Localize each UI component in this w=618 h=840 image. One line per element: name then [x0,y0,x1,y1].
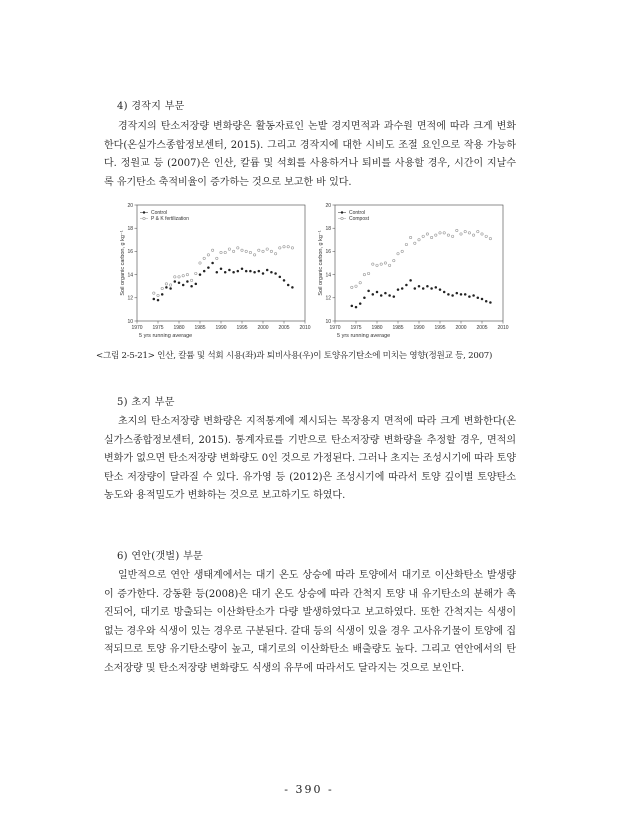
data-point [447,293,450,296]
data-point [228,269,231,272]
data-point [435,286,438,289]
x-tick-label: 1985 [392,325,404,331]
data-point [380,294,383,297]
y-tick-label: 12 [127,295,133,302]
x-tick-label: 2000 [455,325,467,331]
data-point [245,270,248,273]
data-point [393,295,396,298]
legend-label: Control [151,210,168,216]
x-tick-label: 2010 [299,325,311,331]
section-heading-coastal: 6) 연안(갯벌) 부문 [117,551,203,562]
data-point [363,297,366,300]
chart-left-svg [117,200,317,345]
data-point [241,268,244,271]
data-point [283,279,286,282]
data-point [161,293,164,296]
x-tick-label: 2005 [476,325,488,331]
data-point [291,286,294,289]
y-tick-label: 16 [325,249,331,256]
data-point [287,284,290,287]
legend-marker [143,211,145,213]
data-point [481,298,484,301]
data-point [430,287,433,290]
data-point [186,280,189,283]
y-tick-label: 10 [127,318,133,325]
x-tick-label: 1985 [194,325,206,331]
y-tick-label: 18 [127,226,133,232]
data-point [414,287,417,290]
x-tick-label: 2000 [257,325,269,331]
data-point [270,271,273,274]
y-tick-label: 18 [325,226,331,232]
data-point [388,294,391,297]
x-tick-label: 2010 [497,325,509,331]
x-tick-label: 1970 [329,325,341,331]
data-point [190,285,193,288]
data-point [472,294,475,297]
chart-left-pk-fertilization [117,200,317,345]
legend-marker [341,217,343,219]
data-point [274,272,277,275]
data-point [220,268,223,271]
data-point [199,273,202,276]
data-point [418,285,421,288]
data-point [157,299,160,302]
x-tick-label: 1990 [413,325,425,331]
data-point [207,266,210,269]
data-point [355,306,358,309]
legend-label: Control [349,210,366,216]
data-point [266,269,269,272]
page-number: - 390 - [284,783,334,796]
x-tick-label: 1975 [152,325,164,331]
x-axis-title: 5 yrs running average [337,333,391,339]
x-tick-label: 1980 [173,325,185,331]
paragraph-text: 경작지의 탄소저장량 변화량은 활동자료인 논밭 경지면적과 과수원 면적에 따라 크게 변화한다(온실가스종합정보센터, 2015). 그리고 경작지에 대한 시비도 조절 요인으로 작용 가능하다. 정원교 등 (2007)은 인산, 칼륨 및 석회를 사용하거나 퇴비를 사용할 경우, 시간이 지날수록 유기탄소 축적비율이 증가하는 것으로 보고한 바 있다. [104,121,516,188]
data-point [477,297,480,300]
data-point [464,293,467,296]
data-point [237,270,240,273]
data-point [451,294,454,297]
y-tick-label: 12 [325,295,331,302]
x-tick-label: 1990 [215,325,227,331]
legend-label: P & K fertilization [151,216,189,222]
data-point [405,284,408,287]
y-tick-label: 20 [127,202,133,209]
y-axis-title: Soil organic carbon, g kg⁻¹ [318,230,324,296]
section-paragraph-cropland [104,118,516,192]
data-point [468,295,471,298]
data-point [401,287,404,290]
y-tick-label: 10 [325,318,331,325]
data-point [279,276,282,279]
data-point [262,272,265,275]
data-point [153,298,156,301]
data-point [443,291,446,294]
data-point [409,279,412,282]
data-point [232,271,235,274]
chart-right-svg [315,200,515,345]
x-tick-label: 1995 [434,325,446,331]
x-tick-label: 1975 [350,325,362,331]
data-point [178,281,181,284]
data-point [485,300,488,303]
x-tick-label: 1995 [236,325,248,331]
data-point [253,271,256,274]
data-point [216,271,219,274]
x-axis-title: 5 yrs running average [139,333,193,339]
data-point [439,288,442,291]
legend-marker [143,217,145,219]
y-tick-label: 16 [127,249,133,256]
paragraph-text: 일반적으로 연안 생태계에서는 대기 온도 상승에 따라 토양에서 대기로 이산화탄소 발생량이 증가한다. 강동환 등(2008)은 대기 온도 상승에 따라 간척지 토양 내 유기탄소의 분해가 촉진되어, 대기로 방출되는 이산화탄소가 다량 발생하였다고 보고하였다. 또한 간척지는 식생이 없는 경우와 식생이 있는 경우로 구분된다. 갈대 등의 식생이 있을 경우 고사유기물이 토양에 집적되므로 토양 유기탄소량이 높고, 대기로의 이산화탄소 배출량도 높다. 그리고 연안에서의 탄소저장량 및 탄소저장량 변화량도 식생의 유무에 따라서도 달라지는 것으로 보인다. [104,570,516,674]
section-heading-cropland: 4) 경작지 부문 [117,101,185,112]
y-tick-label: 14 [127,272,133,279]
data-point [426,285,429,288]
data-point [372,293,375,296]
section-paragraph-coastal [104,567,516,679]
data-point [174,280,177,283]
data-point [367,290,370,293]
x-tick-label: 2005 [278,325,290,331]
x-tick-label: 1980 [371,325,383,331]
legend-marker [341,211,343,213]
section-heading-grassland: 5) 초지 부문 [117,397,175,408]
data-point [195,283,198,286]
data-point [422,287,425,290]
data-point [489,301,492,304]
data-point [384,292,387,295]
data-point [258,270,261,273]
data-point [351,305,354,308]
legend-label: Compost [349,216,370,222]
plot-area [137,205,305,321]
data-point [211,262,214,265]
data-point [165,286,168,289]
data-point [397,288,400,291]
data-point [169,287,172,290]
y-tick-label: 20 [325,202,331,209]
paragraph-text: 초지의 탄소저장량 변화량은 지적통계에 제시되는 목장용지 면적에 따라 크게 변화한다(온실가스종합정보센터, 2015). 통계자료를 기반으로 탄소저장량 변화량을 추정할 경우, 면적의 변화가 없으면 탄소저장량 변화량도 0인 것으로 가정된다. 그러나 초지는 조성시기에 따라 토양탄소 저장량이 달라질 수 있다. 유가영 등 (2012)은 조성시기에 따라서 토양 깊이별 토양탄소농도와 용적밀도가 변화하는 것으로 보고하기도 하였다. [104,416,516,502]
data-point [460,293,463,296]
data-point [224,271,227,274]
y-axis-title: Soil organic carbon, g kg⁻¹ [120,230,126,296]
data-point [249,270,252,273]
figure-caption: <그림 2-5-21> 인산, 칼륨 및 석회 시용(좌)과 퇴비사용(우)이 토양유기탄소에 미치는 영향(정원교 등, 2007) [96,351,493,361]
data-point [376,291,379,294]
chart-right-compost [315,200,515,345]
section-paragraph-grassland [104,413,516,506]
data-point [182,284,185,287]
x-tick-label: 1970 [131,325,143,331]
data-point [203,270,206,273]
data-point [359,302,362,305]
data-point [456,292,459,295]
y-tick-label: 14 [325,272,331,279]
